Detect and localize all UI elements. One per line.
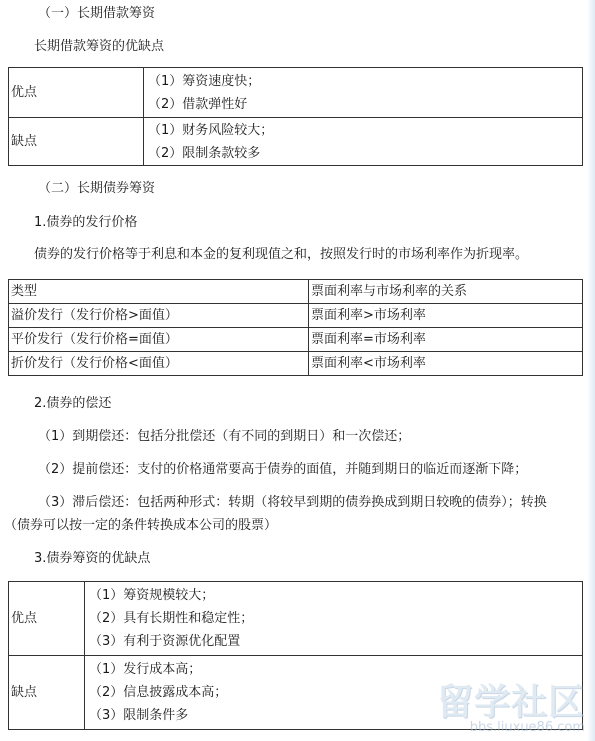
- pros-label: 优点: [9, 68, 144, 118]
- table-cell: 折价发行（发行价格<面值）: [9, 352, 309, 376]
- issue-price-table: [8, 279, 583, 376]
- page-edge-shadow: [587, 0, 595, 741]
- watermark-url: bbs.liuxue86.com: [469, 720, 585, 735]
- table-cell: 票面利率<市场利率: [309, 352, 583, 376]
- list-item: （2）限制条款较多: [148, 145, 261, 161]
- table-cell: 平价发行（发行价格=面值）: [9, 328, 309, 352]
- pros-items: [144, 68, 583, 118]
- section1-heading: （一）长期借款筹资: [38, 6, 156, 21]
- list-item: （1）筹资规模较大；: [89, 588, 215, 603]
- table-row: [9, 328, 583, 352]
- list-item: （3）有利于资源优化配置: [89, 634, 241, 649]
- pros-label: 优点: [9, 582, 85, 656]
- table-header-row: [9, 280, 583, 304]
- cons-items: [144, 118, 583, 166]
- table-cell: 票面利率=市场利率: [309, 328, 583, 352]
- column-header: 类型: [9, 280, 309, 304]
- column-header: 票面利率与市场利率的关系: [309, 280, 583, 304]
- list-item: （1）财务风险较大；: [148, 122, 274, 138]
- list-item: （1）发行成本高；: [89, 662, 202, 677]
- section2-heading: （二）长期债券筹资: [38, 181, 156, 196]
- table-cell: 票面利率>市场利率: [309, 304, 583, 328]
- list-item: （3）限制条件多: [89, 708, 189, 723]
- table-row: [9, 582, 583, 656]
- list-item: （2）具有长期性和稳定性；: [89, 611, 254, 626]
- table-cell: 溢价发行（发行价格>面值）: [9, 304, 309, 328]
- table-row: [9, 68, 583, 118]
- list-item: （2）信息披露成本高；: [89, 685, 228, 700]
- cons-label: 缺点: [9, 656, 85, 730]
- part1-title: 1.债券的发行价格: [34, 215, 138, 230]
- part1-paragraph: 债券的发行价格等于利息和本金的复利现值之和，按照发行时的市场利率作为折现率。: [34, 247, 529, 262]
- loan-pros-cons-table: [8, 67, 583, 166]
- pros-items: [85, 582, 583, 656]
- table-row: [9, 118, 583, 166]
- watermark-logo: 留学社区: [436, 682, 585, 723]
- part2-title: 2.债券的偿还: [34, 396, 112, 411]
- repayment-item: （2）提前偿还：支付的价格通常要高于债券的面值，并随到期日的临近而逐渐下降；: [38, 462, 528, 477]
- section1-subheading: 长期借款筹资的优缺点: [34, 39, 165, 54]
- repayment-item: （债券可以按一定的条件转换成本公司的股票）: [4, 518, 278, 533]
- repayment-item: （3）滞后偿还：包括两种形式：转期（将较早到期的债券换成到期日较晚的债券）；转换: [38, 495, 547, 510]
- table-row: [9, 352, 583, 376]
- table-row: [9, 304, 583, 328]
- repayment-item: （1）到期偿还：包括分批偿还（有不同的到期日）和一次偿还；: [38, 429, 411, 444]
- site-watermark: [436, 682, 585, 735]
- cons-label: 缺点: [9, 118, 144, 166]
- list-item: （1）筹资速度快；: [148, 73, 261, 89]
- part3-title: 3.债券筹资的优缺点: [34, 551, 151, 566]
- list-item: （2）借款弹性好: [148, 96, 248, 112]
